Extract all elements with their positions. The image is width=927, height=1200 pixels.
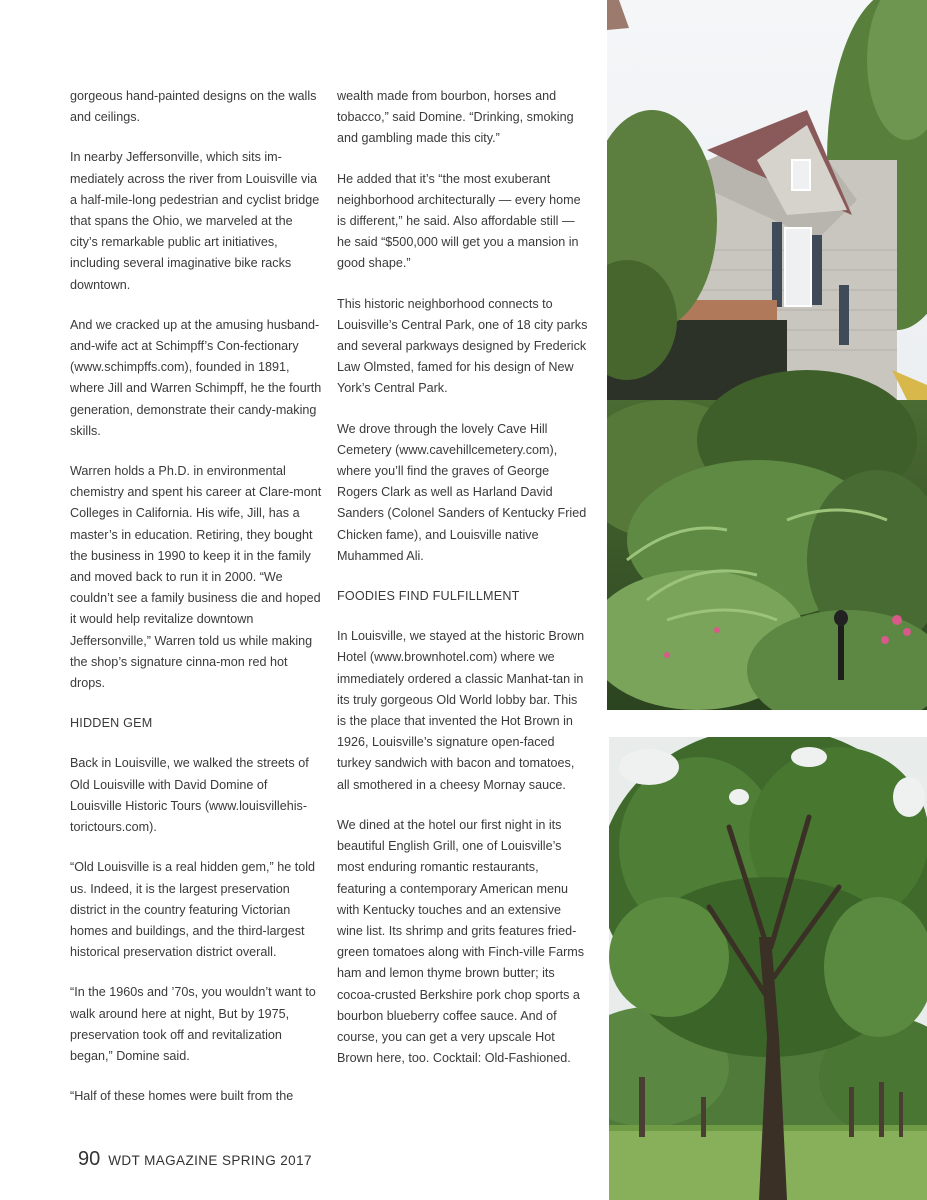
paragraph: Back in Louisville, we walked the streets of Old Louisville with David Domine of Louisville Historic Tours (www.louisvillehis-torictours.com). — [70, 756, 309, 835]
paragraph: We dined at the hotel our first night in its beautiful English Grill, one of Louisville’s most enduring romantic restaurants, featuring a contemporary American menu with Kentucky touches and an extensive wine list. Its shrimp and grits features fried-green tomatoes along with Finch-ville Farms ham and lemon thyme brown butter; its cocoa-crusted Berkshire pork chop sports a bourbon blueberry coffee sauce. And of course, you can get a very upscale Hot Brown here, too. Cocktail: Old-Fashioned. — [337, 817, 585, 1066]
paragraph: This historic neighborhood connects to Louisville’s Central Park, one of 18 city parks and several parkways designed by Frederick Law Olmsted, famed for his design of New York’s Central Park. — [337, 296, 588, 396]
paragraph: We drove through the lovely Cave Hill Cemetery (www.cavehillcemetery.com), where you’ll find the graves of George Rogers Clark as well as Harland David Sanders (Colonel Sanders of Kentucky Fried Chicken fame), and Louisville native Muhammed Ali. — [337, 421, 587, 563]
article-column-left — [70, 86, 322, 1126]
paragraph: In Louisville, we stayed at the historic Brown Hotel (www.brownhotel.com) where we immediately ordered a classic Manhat-tan in its truly gorgeous Old World lobby bar. This is the place that invented the Hot Brown in 1926, Louisville’s signature open-faced turkey sandwich with bacon and tomatoes, all smothered in a cheesy Mornay sauce. — [337, 629, 585, 792]
article-column-middle — [337, 86, 589, 1088]
section-heading: HIDDEN GEM — [70, 716, 153, 731]
paragraph: gorgeous hand-painted designs on the walls and ceilings. — [70, 89, 317, 125]
page-number: 90 — [78, 1148, 101, 1170]
paragraph: Warren holds a Ph.D. in environmental chemistry and spent his career at Clare-mont Colleges in California. His wife, Jill, has a master’s in education. Retiring, they bought the business in 1990 to keep it in the family and moved back to run it in 2000. “We couldn’t see a family business die and hoped it would help revitalize downtown Jeffersonville,” Warren told us while making the shop’s signature cinna-mon red hot drops. — [70, 464, 322, 691]
paragraph: “Old Louisville is a real hidden gem,” he told us. Indeed, it is the largest preservation district in the country featuring Victorian homes and buildings, and the third-largest historical preservation district overall. — [70, 860, 316, 960]
paragraph: “In the 1960s and ’70s, you wouldn’t want to walk around here at night, But by 1975, preservation took off and revitalization began,” Domine said. — [70, 985, 316, 1063]
paragraph: wealth made from bourbon, horses and tobacco,” said Domine. “Drinking, smoking and gambling made this city.” — [337, 89, 574, 146]
paragraph: And we cracked up at the amusing husband-and-wife act at Schimpff’s Con-fectionary (www.schimpffs.com), founded in 1891, where Jill and Warren Schimpff, he the fourth generation, demonstrate their candy-making skills. — [70, 317, 322, 438]
paragraph: “Half of these homes were built from the — [70, 1089, 294, 1104]
park-tree-photo — [609, 737, 927, 1200]
paragraph: In nearby Jeffersonville, which sits im-mediately across the river from Louisville via a half-mile-long pedestrian and cyclist bridge that spans the Ohio, we marveled at the city’s remarkable public art initiatives, including several imaginative bike racks downtown. — [70, 150, 320, 292]
victorian-house-photo — [607, 0, 927, 710]
section-heading: FOODIES FIND FULFILLMENT — [337, 589, 520, 604]
paragraph: He added that it’s “the most exuberant neighborhood architecturally — every home is different,” he said. Also affordable still — he said “$500,000 will get you a mansion in good shape.” — [337, 171, 581, 271]
page-footer — [78, 1148, 312, 1171]
magazine-issue: WDT MAGAZINE SPRING 2017 — [108, 1153, 312, 1168]
